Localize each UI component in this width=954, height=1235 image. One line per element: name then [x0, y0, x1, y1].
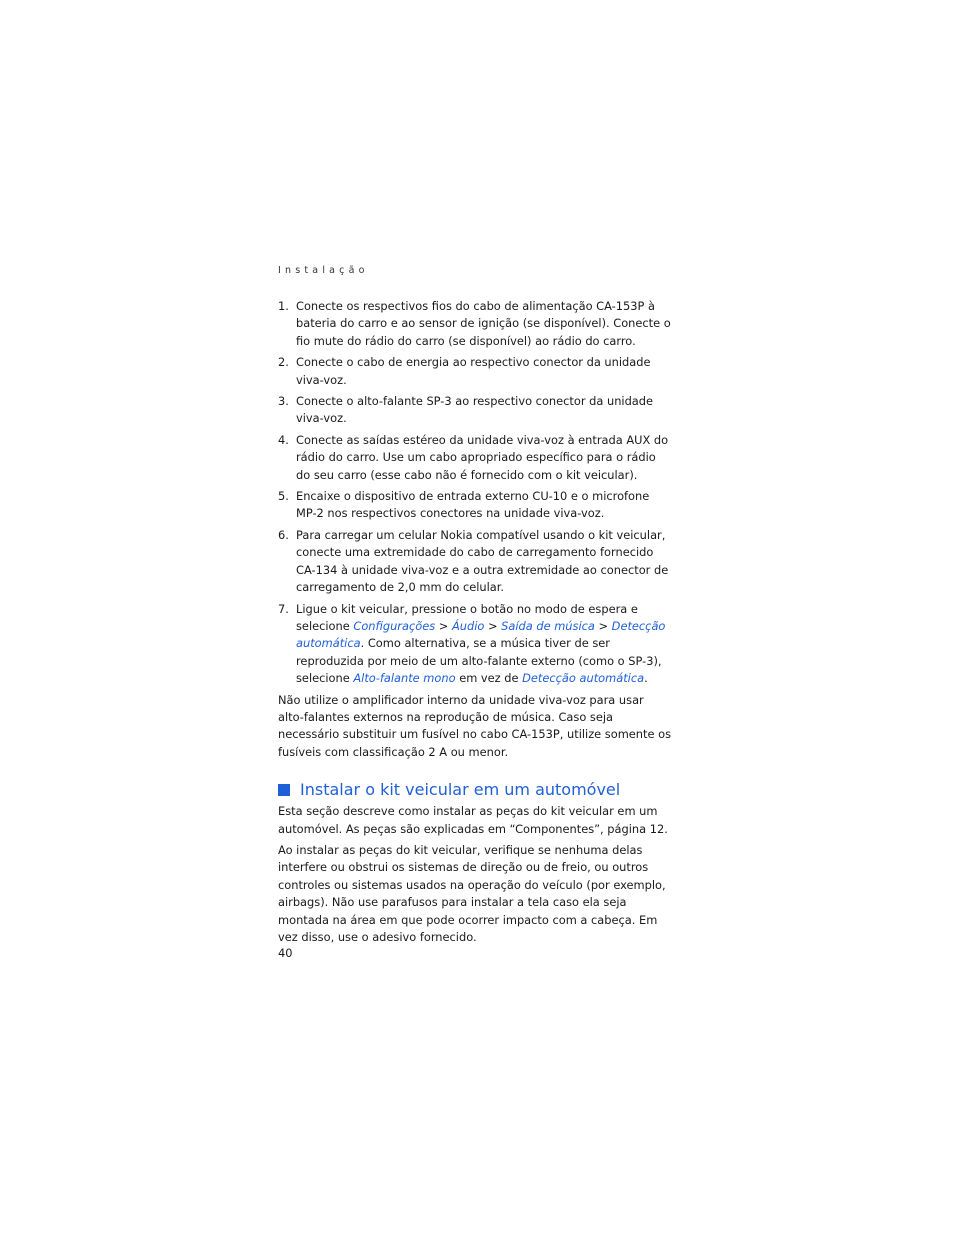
step-text-run: > — [484, 618, 502, 633]
section-paragraph: Esta seção descreve como instalar as peças do kit veicular em um automóvel. As peças são explicadas em “Componentes”, página 12. — [278, 804, 668, 836]
step-number: 6. — [278, 527, 289, 542]
step-text-run: . — [644, 671, 648, 686]
list-item — [278, 298, 673, 350]
step-number: 5. — [278, 489, 289, 504]
list-item — [278, 601, 673, 688]
menu-path-item: Alto-falante mono — [353, 671, 456, 686]
step-text-run: Encaixe o dispositivo de entrada externo CU-10 e o microfone MP-2 nos respectivos conectores na unidade viva-voz. — [296, 489, 650, 521]
step-text-run: Ligue o kit veicular, pressione o botão no modo de espera e selecione — [296, 601, 638, 633]
step-text-run: em vez de — [455, 671, 523, 686]
list-item — [278, 488, 673, 523]
step-number: 7. — [278, 601, 289, 616]
section-paragraph: Ao instalar as peças do kit veicular, verifique se nenhuma delas interfere ou obstrui os sistemas de direção ou de freio, ou outros controles ou sistemas usados na operação do veículo (por exemplo, airbags). Não use parafusos para instalar a tela caso ela seja montada na área em que pode ocorrer impacto com a cabeça. Em vez disso, use o adesivo fornecido. — [278, 842, 666, 944]
section-title: Instalar o kit veicular em um automóvel — [300, 780, 621, 800]
menu-path-item: Saída de música — [501, 618, 595, 633]
amplifier-note: Não utilize o amplificador interno da unidade viva-voz para usar alto-falantes externos na reprodução de música. Caso seja necessário substituir um fusível no cabo CA-153P, utilize somente os fusíveis com classificação 2 A ou menor. — [278, 692, 672, 759]
step-text-run: Conecte as saídas estéreo da unidade viva-voz à entrada AUX do rádio do carro. Use um cabo apropriado específico para o rádio do seu carro (esse cabo não é fornecido com o kit veicular). — [296, 432, 669, 482]
menu-path-item: Áudio — [451, 618, 485, 633]
step-number: 4. — [278, 432, 289, 447]
menu-path-item: Detecção automática — [296, 618, 666, 651]
step-text-run: Para carregar um celular Nokia compatível usando o kit veicular, conecte uma extremidade do cabo de carregamento fornecido CA-134 à unidade viva-voz e a outra extremidade ao conector de carregamento de 2,0 mm do celular. — [296, 527, 669, 595]
running-header: Instalação — [278, 265, 369, 276]
step-text — [296, 354, 673, 389]
step-text-run: . Como alternativa, se a música tiver de ser reproduzida por meio de um alto-falante externo (como o SP-3), selecione — [296, 636, 662, 686]
step-number: 3. — [278, 394, 289, 409]
section-square-icon — [278, 784, 290, 796]
menu-path-item: Configurações — [353, 618, 436, 633]
step-text-run: > — [435, 618, 452, 633]
list-item — [278, 527, 673, 597]
list-item — [278, 354, 673, 389]
step-text-run: Conecte o cabo de energia ao respectivo conector da unidade viva-voz. — [296, 355, 651, 387]
list-item — [278, 432, 673, 484]
step-text — [296, 393, 673, 428]
step-number: 1. — [278, 299, 289, 313]
step-text — [296, 298, 673, 350]
step-number: 2. — [278, 355, 289, 370]
step-text-run: > — [594, 618, 612, 633]
section-heading — [278, 779, 673, 801]
step-text — [296, 488, 673, 523]
step-text — [296, 601, 673, 688]
step-text-run: Conecte o alto-falante SP-3 ao respectivo conector da unidade viva-voz. — [296, 394, 654, 426]
step-text-run: Conecte os respectivos fios do cabo de alimentação CA-153P à bateria do carro e ao sensor de ignição (se disponível). Conecte o fio mute do rádio do carro (se disponível) ao rádio do carro. — [296, 299, 671, 348]
step-text — [296, 527, 673, 597]
installation-steps-list — [278, 298, 673, 688]
page-number: 40 — [278, 946, 293, 960]
page-content — [278, 262, 673, 950]
list-item — [278, 393, 673, 428]
step-text — [296, 432, 673, 484]
menu-path-item: Detecção automática — [522, 671, 645, 686]
